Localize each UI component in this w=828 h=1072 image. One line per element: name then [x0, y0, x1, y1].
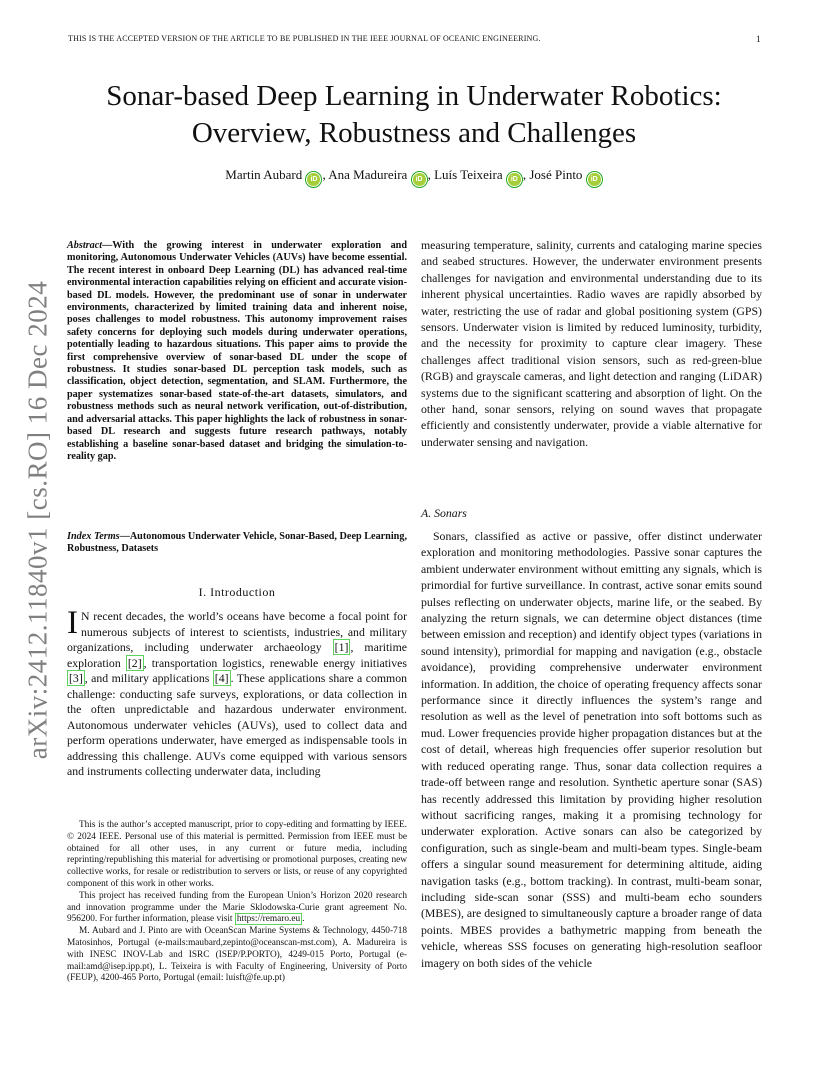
author-name: Luís Teixeira [434, 167, 503, 182]
paper-title: Sonar-based Deep Learning in Underwater Robotics: Overview, Robustness and Challenges [106, 80, 722, 149]
author-list [60, 167, 768, 186]
running-header: THIS IS THE ACCEPTED VERSION OF THE ARTICLE TO BE PUBLISHED IN THE IEEE JOURNAL OF OCEANIC ENGINEERING. [68, 34, 541, 43]
author-name: Ana Madureira [328, 167, 408, 182]
footnote-funding-text: This project has received funding from the European Union’s Horizon 2020 research and innovation programme under the Marie Sklodowska-Curie grant agreement No. 956200. For further information, please visit [67, 890, 407, 925]
abstract-lead: Abstract [67, 240, 103, 251]
author-separator: , [322, 167, 329, 182]
introduction-paragraph [67, 605, 407, 780]
right-column-paragraph [421, 237, 762, 450]
intro-text: , maritime exploration [67, 640, 407, 670]
intro-first-word: N [81, 609, 90, 623]
index-terms-dash: — [119, 531, 130, 542]
intro-text: . These applications share a common challenge: conducting safe surveys, explorations, or data collection in the often unpredictable and hazardous underwater environment. Autonomous underwater vehicles (AUVs), used to collect data and perform operations underwater, have emerged as indispensable tools in addressing this challenge. AUVs come equipped with various sensors and instruments collecting underwater data, including [67, 671, 407, 778]
author-name: Martin Aubard [225, 167, 303, 182]
intro-text: recent decades, the world’s oceans have become a focal point for numerous subjects of interest to scientists, industries, and military organizations, including underwater archaeology [67, 609, 407, 654]
abstract-dash: — [102, 240, 113, 251]
footnote-funding-end: . [302, 914, 305, 925]
abstract-text: With the growing interest in underwater exploration and monitoring, Autonomous Underwater Vehicles (AUVs) have become essential. The recent interest in onboard Deep Learning (DL) has advanced real-time environmental interaction capabilities relying on efficient and accurate vision-based DL models. However, the predominant use of sonar in underwater environments, characterized by limited training data and inherent noise, poses challenges to model robustness. This autonomy improvement raises safety concerns for deploying such models during underwater operations, potentially leading to hazardous situations. This paper aims to provide the first comprehensive overview of sonar-based DL under the scope of robustness. It studies sonar-based DL perception task models, such as classification, object detection, segmentation, and SLAM. Furthermore, the paper systematizes sonar-based state-of-the-art datasets, simulators, and robustness methods such as neural network verification, out-of-distribution, and adversarial attacks. This paper highlights the lack of robustness in sonar-based DL research and suggests future research pathways, notably establishing a baseline sonar-based dataset and bridging the simulation-to-reality gap. [67, 240, 407, 462]
footnote-funding [67, 891, 407, 926]
funding-link[interactable]: https://remaro.eu [236, 914, 301, 925]
orcid-icon[interactable]: iD [588, 173, 601, 186]
sonars-text: Sonars, classified as active or passive, offer distinct underwater exploration and monitoring methodologies. Passive sonar captures the ambient underwater environment without emitting any signals, which is primordial for furtive surveillance. In contrast, active sonar emits sound pulses reflecting on underwater objects, marine life, or the seabed. By analyzing the return signals, we can determine object distances (time between emission and reception) and identify object types (variations in sound intensity), primordial for mapping and navigation (e.g., obstacle avoidance), providing comprehensive underwater environment information. In addition, the choice of operating frequency affects sonar performance since it directly influences the system’s range and resolution as well as the level of penetration into soft bottoms such as mud. Lower frequencies provide higher propagation distances but at the cost of detail, whereas high frequencies offer superior resolution but with reduced operating range. Thus, sonar data collection requires a trade-off between range and resolution. Synthetic aperture sonar (SAS) has recently addressed this limitation by providing higher resolution without sacrificing ranges, making it a promising technology for underwater exploration. Active sonars can also be categorized by configuration, such as single-beam and multi-beam types. Single-beam offers a singular sound measurement for determining altitude, aiding navigation tasks (e.g., bottom tracking). In contrast, multi-beam sonar, including side-scan sonar (SSS) and multi-beam echo sounders (MBES), are designed to simultaneously capture a broader range of data points. MBES provides a bathymetric mapping from beneath the vehicle, whereas SSS focuses on generating high-resolution seafloor imagery on both sides of the vehicle [421, 529, 763, 970]
sonars-paragraph [421, 528, 762, 971]
citation-link[interactable]: [2] [127, 655, 142, 670]
subsection-heading-sonars: A. Sonars [421, 506, 467, 520]
abstract [67, 240, 407, 463]
section-heading-introduction: I. Introduction [198, 585, 276, 599]
author-separator: , [522, 167, 530, 182]
orcid-icon[interactable]: iD [508, 173, 521, 186]
citation-link[interactable]: [3] [69, 671, 83, 685]
author-separator: , [427, 167, 435, 182]
drop-cap: I [67, 605, 78, 641]
author-name: José Pinto [529, 167, 583, 182]
intro-continuation: measuring temperature, salinity, currents and cataloging marine species and seabed structures. However, the underwater environment presents challenges for navigation and environmental understanding due to its inherent physical uncertainties. Radio waves are rapidly absorbed by water, restricting the use of radar and global positioning system (GPS) sensors. Underwater vision is limited by reduced luminosity, turbidity, and the necessity for proximity to capture clear imagery. These challenges affect traditional vision sensors, such as red-green-blue (RGB) and grayscale cameras, and light detection and ranging (LiDAR) systems due to the significant scattering and absorption of light. On the other hand, sonar sensors, relying on sound waves that propagate efficiently and consistently underwater, provide a viable alternative for underwater sensing and navigation. [421, 238, 762, 449]
footnote-copyright: This is the author’s accepted manuscript, prior to copy-editing and formatting by IEEE. © 2024 IEEE. Personal use of this material is permitted. Permission from IEEE must be obtained for all other uses, in any current or future media, including reprinting/republishing this material for advertising or promotional purposes, creating new collective works, for resale or redistribution to servers or lists, or reuse of any copyrighted component of this work in other works. [67, 820, 407, 889]
index-terms [67, 531, 407, 556]
intro-text: , transportation logistics, renewable energy initiatives [143, 655, 407, 670]
footnote-affiliations: M. Aubard and J. Pinto are with OceanScan Marine Systems & Technology, 4450-718 Matosinhos, Portugal (e-mails:maubard,zepinto@oceanscan-mst.com), A. Madureira is with INESC INOV-Lab and ISRC (ISEP/P.PORTO), 4249-015 Porto, Portugal (e-mail:amd@isep.ipp.pt), L. Teixeira is with Faculty of Engineering, University of Porto (FEUP), 4200-465 Porto, Portugal (email: luisft@fe.up.pt) [67, 926, 407, 984]
index-terms-lead: Index Terms [67, 531, 120, 542]
arxiv-stamp[interactable]: arXiv:2412.11840v1 [cs.RO] 16 Dec 2024 [22, 280, 53, 760]
index-terms-text: Autonomous Underwater Vehicle, Sonar-Based, Deep Learning, Robustness, Datasets [67, 531, 407, 555]
orcid-icon[interactable]: iD [413, 173, 426, 186]
page-number: 1 [756, 34, 761, 44]
citation-link[interactable]: [4] [214, 671, 229, 685]
footnote [67, 820, 407, 985]
intro-text: , and military applications [84, 671, 213, 685]
orcid-icon[interactable]: iD [307, 173, 320, 186]
citation-link[interactable]: [1] [334, 640, 349, 654]
